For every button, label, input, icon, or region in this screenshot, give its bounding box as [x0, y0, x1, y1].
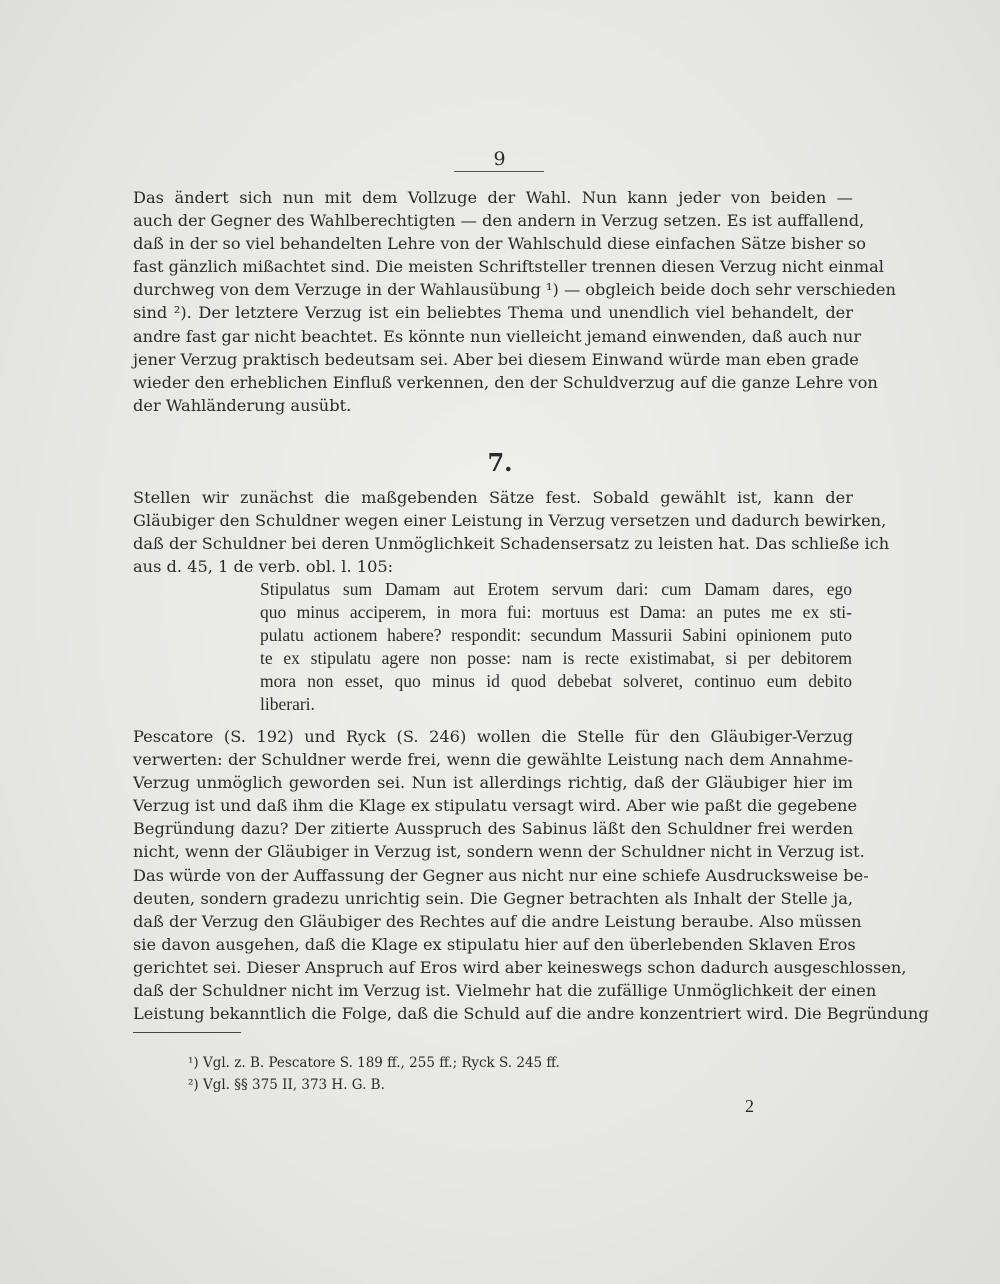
text-line: der Wahländerung ausübt. [133, 395, 352, 415]
quote-line: quo minus acciperem, in mora fui: mortuus est Dama: an putes me ex sti- [260, 602, 852, 623]
text-line: Gläubiger den Schuldner wegen einer Leistung in Verzug versetzen und dadurch bewirken, [133, 511, 887, 531]
text-line: aus d. 45, 1 de verb. obl. l. 105: [133, 557, 394, 577]
text-line: jener Verzug praktisch bedeutsam sei. Aber bei diesem Einwand würde man eben grade [133, 349, 859, 369]
footnote-2: ²) Vgl. §§ 375 II, 373 H. G. B. [188, 1077, 385, 1093]
header-rule [454, 171, 544, 172]
footnote-1: ¹) Vgl. z. B. Pescatore S. 189 ff., 255 ff.; Ryck S. 245 ff. [188, 1055, 560, 1071]
text-line: Verzug ist und daß ihm die Klage ex stipulatu versagt wird. Aber wie paßt die gegebene [133, 796, 858, 816]
text-line: nicht, wenn der Gläubiger in Verzug ist, sondern wenn der Schuldner nicht in Verzug ist. [133, 842, 865, 862]
text-line: Verzug unmöglich geworden sei. Nun ist allerdings richtig, daß der Gläubiger hier im [133, 773, 853, 793]
quote-line: Stipulatus sum Damam aut Erotem servum dari: cum Damam dares, ego [260, 579, 852, 599]
text-line: auch der Gegner des Wahlberechtigten — den andern in Verzug setzen. Es ist auffallend, [133, 211, 865, 231]
text-line: Das ändert sich nun mit dem Vollzuge der Wahl. Nun kann jeder von beiden — [133, 188, 853, 207]
paragraph-1 [133, 186, 896, 417]
text-line: deuten, sondern gradezu unrichtig sein. Die Gegner betrachten als Inhalt der Stelle ja, [133, 888, 853, 908]
text-line: fast gänzlich mißachtet sind. Die meisten Schriftsteller trennen diesen Verzug nicht einmal [133, 257, 884, 277]
paragraph-3 [133, 725, 929, 1025]
quote-line: te ex stipulatu agere non posse: nam is recte existimabat, si per debitorem [260, 648, 852, 669]
footnote-rule [133, 1032, 241, 1033]
text-line: durchweg von dem Verzuge in der Wahlausübung ¹) — obgleich beide doch sehr verschieden [133, 280, 896, 300]
quote-line: pulatu actionem habere? respondit: secundum Massurii Sabini opinionem puto [260, 625, 852, 646]
text-line: sie davon ausgehen, daß die Klage ex stipulatu hier auf den überlebenden Sklaven Eros [133, 934, 856, 954]
text-line: gerichtet sei. Dieser Anspruch auf Eros wird aber keineswegs schon dadurch ausgeschlossen, [133, 957, 907, 977]
footnotes [188, 1052, 788, 1096]
text-line: Das würde von der Auffassung der Gegner aus nicht nur eine schiefe Ausdrucksweise be- [133, 865, 869, 885]
quote-line: mora non esset, quo minus id quod debebat solveret, continuo eum debito [260, 671, 852, 692]
text-line: Leistung bekanntlich die Folge, daß die Schuld auf die andre konzentriert wird. Die Begründung [133, 1004, 929, 1024]
section-number: 7. [487, 448, 513, 477]
latin-quotation [260, 578, 852, 717]
text-line: daß der Schuldner bei deren Unmöglichkeit Schadensersatz zu leisten hat. Das schließe ich [133, 534, 890, 554]
paragraph-2 [133, 486, 890, 578]
text-line: daß in der so viel behandelten Lehre von der Wahlschuld diese einfachen Sätze bisher so [133, 234, 866, 254]
text-line: Begründung dazu? Der zitierte Ausspruch des Sabinus läßt den Schuldner frei werden [133, 819, 853, 839]
text-line: daß der Verzug den Gläubiger des Rechtes auf die andre Leistung beraube. Also müssen [133, 911, 862, 931]
quote-line: liberari. [260, 694, 315, 715]
text-line: Stellen wir zunächst die maßgebenden Sätze fest. Sobald gewählt ist, kann der [133, 488, 853, 507]
text-line: wieder den erheblichen Einfluß verkennen, den der Schuldverzug auf die ganze Lehre von [133, 372, 878, 392]
page-number: 9 [493, 148, 507, 170]
text-line: daß der Schuldner nicht im Verzug ist. Vielmehr hat die zufällige Unmöglichkeit der einen [133, 981, 877, 1001]
text-line: verwerten: der Schuldner werde frei, wenn die gewählte Leistung nach dem Annahme- [133, 750, 853, 770]
text-line: Pescatore (S. 192) und Ryck (S. 246) wollen die Stelle für den Gläubiger-Verzug [133, 727, 853, 746]
text-line: sind ²). Der letztere Verzug ist ein beliebtes Thema und unendlich viel behandelt, der [133, 303, 853, 323]
text-line: andre fast gar nicht beachtet. Es könnte nun vielleicht jemand einwenden, daß auch nur [133, 326, 862, 346]
signature-mark: 2 [745, 1096, 754, 1116]
